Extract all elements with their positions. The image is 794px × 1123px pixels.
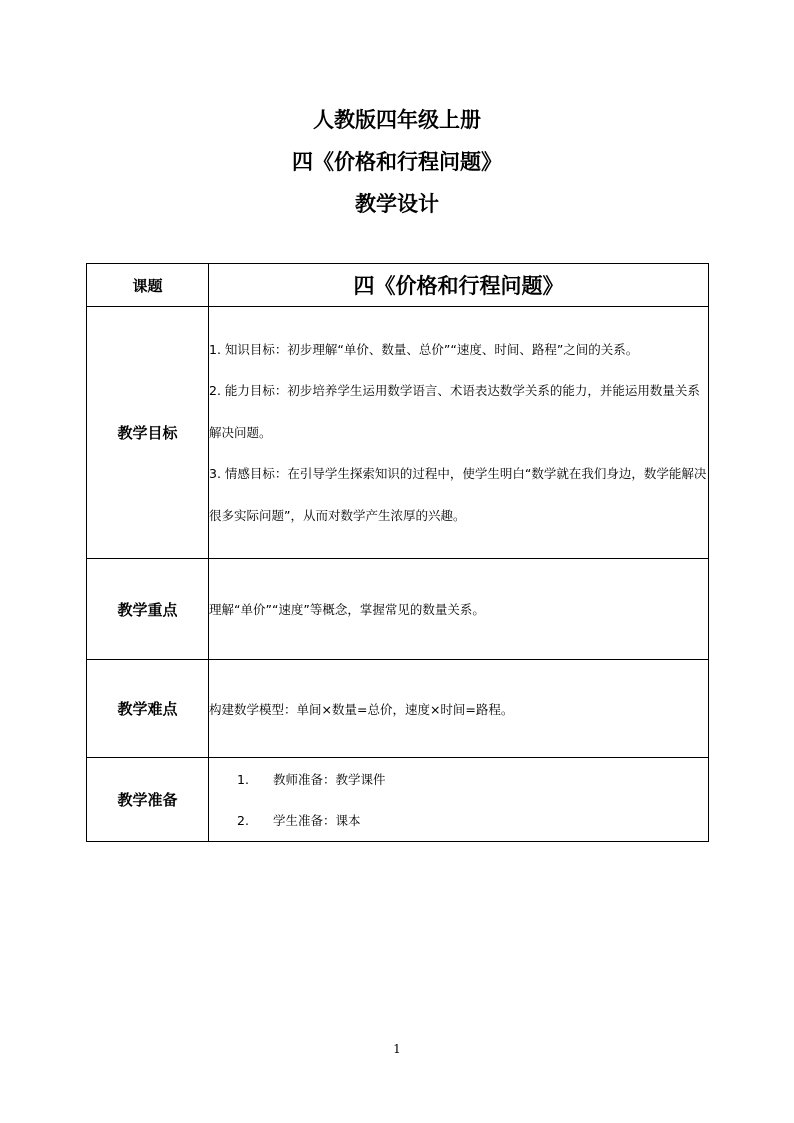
list-item-number: 2. bbox=[237, 812, 249, 828]
table-row-difficulty bbox=[87, 660, 709, 758]
objectives-content bbox=[209, 307, 709, 559]
preparation-content bbox=[209, 758, 709, 842]
table-row-key-point bbox=[87, 559, 709, 660]
list-item-text: 教师准备：教学课件 bbox=[273, 771, 386, 787]
difficulty-label: 教学难点 bbox=[87, 660, 209, 758]
preparation-list bbox=[209, 759, 708, 841]
lesson-plan-table bbox=[86, 263, 709, 842]
preparation-label: 教学准备 bbox=[87, 758, 209, 842]
objective-knowledge: 1. 知识目标：初步理解“单价、数量、总价”“速度、时间、路程”之间的关系。 bbox=[209, 341, 639, 357]
document-title-line-3: 教学设计 bbox=[355, 192, 439, 216]
key-point-label: 教学重点 bbox=[87, 559, 209, 660]
document-title-line-2: 四《价格和行程问题》 bbox=[292, 150, 502, 174]
objectives-label: 教学目标 bbox=[87, 307, 209, 559]
list-item bbox=[209, 800, 708, 841]
topic-label: 课题 bbox=[87, 264, 209, 307]
table-row-preparation bbox=[87, 758, 709, 842]
list-item bbox=[209, 759, 708, 800]
list-item-number: 1. bbox=[237, 771, 249, 787]
difficulty-text: 构建数学模型：单间×数量=总价，速度×时间=路程。 bbox=[209, 660, 709, 758]
table-row-topic bbox=[87, 264, 709, 307]
objective-emotion: 3. 情感目标：在引导学生探索知识的过程中，使学生明白“数学就在我们身边，数学能解决很多实际问题”，从而对数学产生浓厚的兴趣。 bbox=[209, 466, 707, 523]
table-row-objectives bbox=[87, 307, 709, 559]
document-title-line-1: 人教版四年级上册 bbox=[313, 108, 481, 132]
topic-value: 四《价格和行程问题》 bbox=[209, 264, 709, 307]
list-item-text: 学生准备：课本 bbox=[273, 812, 361, 828]
key-point-text: 理解“单价”“速度”等概念，掌握常见的数量关系。 bbox=[209, 559, 709, 660]
objective-ability: 2. 能力目标：初步培养学生运用数学语言、术语表达数学关系的能力，并能运用数量关系解决问题。 bbox=[209, 383, 700, 440]
page-number: 1 bbox=[393, 1042, 401, 1056]
